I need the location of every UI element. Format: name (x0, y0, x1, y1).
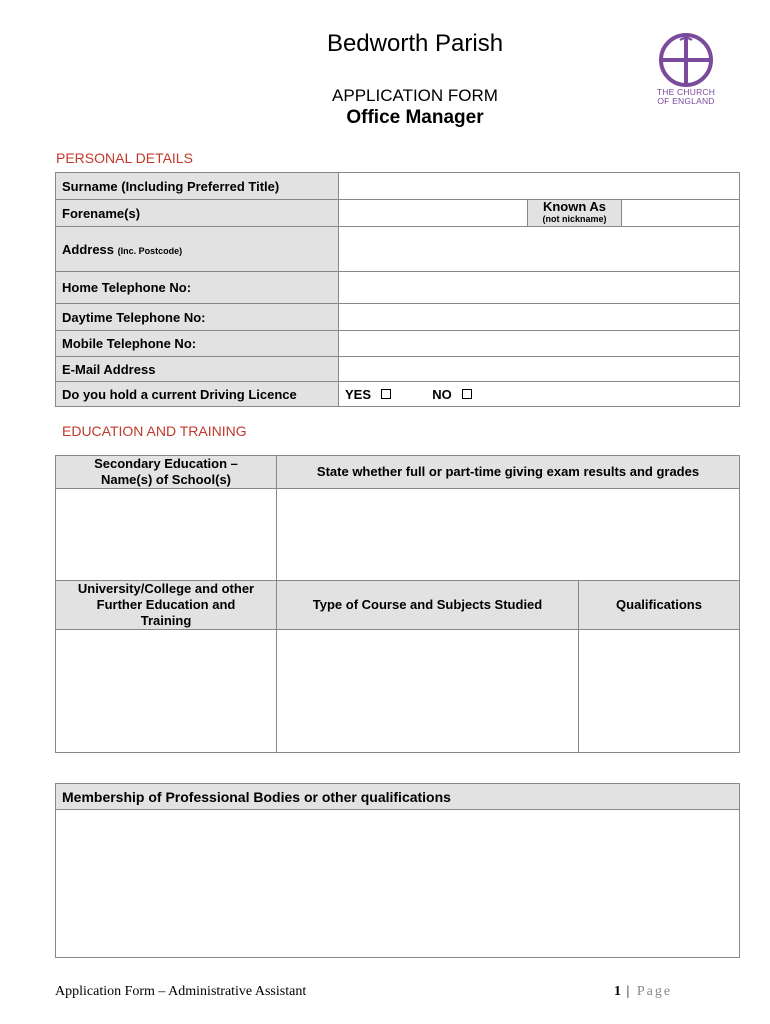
secondary-header-line1: Secondary Education – (94, 456, 238, 471)
page-word: Page (636, 984, 673, 999)
university-header-line1: University/College and other (77, 581, 255, 596)
driving-licence-options (339, 382, 740, 407)
personal-details-table (55, 172, 740, 407)
address-note: (Inc. Postcode) (117, 245, 183, 256)
personal-details-heading: PERSONAL DETAILS (56, 150, 193, 166)
membership-header: Membership of Professional Bodies or other qualifications (56, 784, 740, 810)
qualifications-field[interactable] (579, 630, 740, 753)
course-type-header: Type of Course and Subjects Studied (277, 581, 579, 630)
mobile-telephone-label: Mobile Telephone No: (56, 331, 339, 357)
address-text: Address (62, 241, 115, 257)
page-separator: | (626, 984, 632, 999)
address-field[interactable] (339, 227, 740, 272)
email-field[interactable] (339, 357, 740, 382)
church-cross-icon (650, 30, 722, 88)
membership-table (55, 783, 740, 958)
mobile-telephone-field[interactable] (339, 331, 740, 357)
secondary-header-line2: Name(s) of School(s) (100, 472, 231, 487)
secondary-education-header (56, 456, 277, 489)
university-header (56, 581, 277, 630)
footer-form-name: Application Form – Administrative Assistant (55, 984, 307, 999)
education-table (55, 455, 740, 753)
footer-page-indicator (614, 984, 672, 1000)
education-heading: EDUCATION AND TRAINING (62, 423, 247, 439)
address-label (56, 227, 339, 272)
university-header-line3: Training (140, 613, 192, 628)
licence-yes-label: YES (345, 386, 372, 402)
licence-no-checkbox[interactable] (462, 389, 472, 399)
driving-licence-label: Do you hold a current Driving Licence (56, 382, 339, 407)
parish-name: Bedworth Parish (326, 30, 504, 57)
course-type-field[interactable] (277, 630, 579, 753)
known-as-field[interactable] (622, 200, 740, 227)
daytime-telephone-field[interactable] (339, 304, 740, 331)
known-as-label (528, 200, 622, 227)
membership-field[interactable] (56, 810, 740, 958)
email-label: E-Mail Address (56, 357, 339, 382)
university-field[interactable] (56, 630, 277, 753)
forename-field[interactable] (339, 200, 528, 227)
church-of-england-logo (650, 30, 722, 110)
licence-no-label: NO (432, 386, 452, 402)
qualifications-header: Qualifications (579, 581, 740, 630)
known-as-text: Known As (542, 199, 607, 214)
licence-yes-checkbox[interactable] (381, 389, 391, 399)
form-subtitle: Office Manager (346, 107, 484, 128)
logo-text-line1: THE CHURCH (656, 87, 716, 97)
secondary-school-field[interactable] (56, 489, 277, 581)
exam-results-field[interactable] (277, 489, 740, 581)
logo-text-line2: OF ENGLAND (657, 96, 715, 106)
surname-label: Surname (Including Preferred Title) (56, 173, 339, 200)
surname-field[interactable] (339, 173, 740, 200)
exam-results-header: State whether full or part-time giving exam results and grades (277, 456, 740, 489)
home-telephone-label: Home Telephone No: (56, 272, 339, 304)
form-title: APPLICATION FORM (332, 86, 498, 105)
forename-label: Forename(s) (56, 200, 339, 227)
known-as-note: (not nickname) (542, 214, 607, 224)
page-number: 1 (614, 984, 621, 999)
daytime-telephone-label: Daytime Telephone No: (56, 304, 339, 331)
home-telephone-field[interactable] (339, 272, 740, 304)
university-header-line2: Further Education and (96, 597, 236, 612)
